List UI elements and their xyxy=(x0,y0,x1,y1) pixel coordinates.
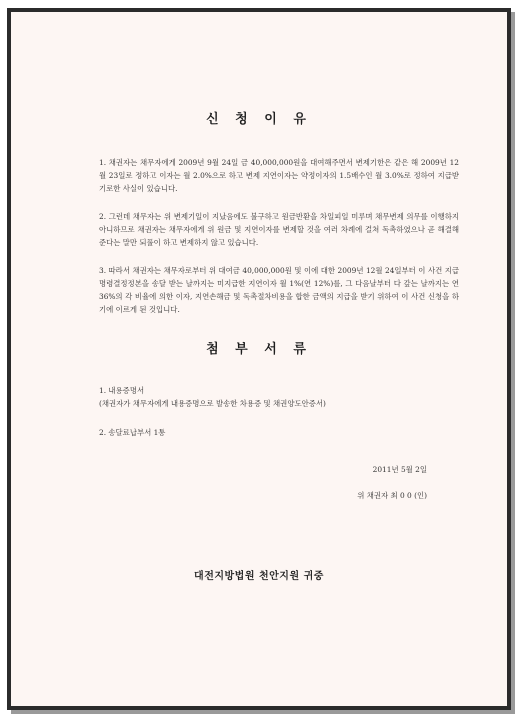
court-addressee: 대전지방법원 천안지원 귀중 xyxy=(194,571,324,582)
document-frame xyxy=(7,8,511,710)
paragraph-2: 2. 그런데 채무자는 위 변제기일이 지났음에도 불구하고 원금반환을 차일피일 미루며 채무변제 의무를 이행하지 아니하므로 채권자는 채무자에게 위 원금 및 지연이자를 변제할 것을 여러 차례에 걸쳐 독촉하였으나 곧 해결해 준다는 말만 되풀이 하고 변제하지 않고 있습니다. xyxy=(99,212,459,247)
section-title-reason: 신 청 이 유 xyxy=(206,112,312,127)
attachment-1 xyxy=(99,384,459,410)
attachment-2-title: 2. 송달료납부서 1통 xyxy=(99,428,166,437)
section-title-attachments: 첨 부 서 류 xyxy=(206,342,312,357)
document-page xyxy=(29,22,489,696)
attachment-1-note: (채권자가 채무자에게 내용증명으로 발송한 차용증 및 채권양도안증서) xyxy=(99,399,326,408)
paragraph-1: 1. 채권자는 채무자에게 2009년 9월 24일 금 40,000,000원을 대여해주면서 변제기한은 같은 해 2009년 12월 23일로 정하고 이자는 월 2.0%으로 하고 변제 지연이자는 약정이자의 1.5배수인 월 3.0%로 정하여 지급받기로한 사실이 있습니다. xyxy=(99,158,459,193)
document-date: 2011년 5월 2일 xyxy=(372,465,427,474)
signer-line: 위 채권자 최 0 0 (인) xyxy=(357,491,427,500)
paragraph-3: 3. 따라서 채권자는 채무자로부터 위 대여금 40,000,000원 및 이에 대한 2009년 12월 24일부터 이 사건 지급명령결정정본을 송달 받는 날까지는 미지급한 지연이자 월 1%(연 12%)를, 그 다음날부터 다 갚는 날까지는 연 36%의 각 비율에 의한 이자, 지연손해금 및 독촉절차비용을 합한 금액의 지급을 받기 위하여 이 사건 신청을 하기에 이르게 된 것입니다. xyxy=(99,266,459,314)
attachment-1-title: 1. 내용증명서 xyxy=(99,386,145,395)
attachment-2 xyxy=(99,426,459,439)
